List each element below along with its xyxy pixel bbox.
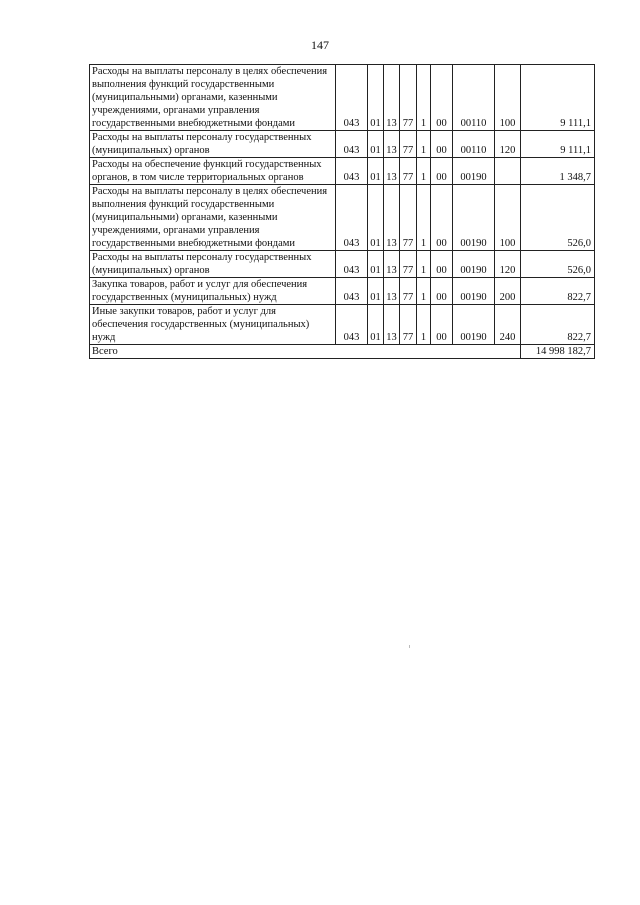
scan-speck	[409, 645, 410, 648]
row-amount: 9 111,1	[521, 131, 595, 158]
subsection-code: 13	[384, 305, 400, 345]
direction-code: 00190	[453, 185, 495, 251]
subsection-code: 13	[384, 251, 400, 278]
direction-code: 00190	[453, 158, 495, 185]
table-row	[90, 278, 595, 305]
row-description: Иные закупки товаров, работ и услуг для обеспечения государственных (муниципальных) нужд	[90, 305, 336, 345]
subprogram-code: 1	[417, 185, 431, 251]
expense-type-code: 100	[495, 65, 521, 131]
expense-type-code: 120	[495, 251, 521, 278]
total-label: Всего	[90, 345, 521, 359]
subsection-code: 13	[384, 278, 400, 305]
main-event-code: 00	[431, 305, 453, 345]
program-code: 77	[400, 251, 417, 278]
row-amount: 822,7	[521, 305, 595, 345]
section-code: 01	[368, 158, 384, 185]
ministry-code: 043	[336, 185, 368, 251]
expense-type-code	[495, 158, 521, 185]
row-description: Расходы на выплаты персоналу в целях обеспечения выполнения функций государственными (муниципальными) органами, казенными учреждениями, органами управления государственными внебюджетными фондами	[90, 185, 336, 251]
row-description: Расходы на обеспечение функций государственных органов, в том числе территориальных органов	[90, 158, 336, 185]
section-code: 01	[368, 305, 384, 345]
subprogram-code: 1	[417, 131, 431, 158]
subprogram-code: 1	[417, 305, 431, 345]
row-description: Расходы на выплаты персоналу государственных (муниципальных) органов	[90, 251, 336, 278]
subprogram-code: 1	[417, 251, 431, 278]
row-amount: 9 111,1	[521, 65, 595, 131]
ministry-code: 043	[336, 278, 368, 305]
direction-code: 00110	[453, 65, 495, 131]
ministry-code: 043	[336, 251, 368, 278]
row-description: Расходы на выплаты персоналу государственных (муниципальных) органов	[90, 131, 336, 158]
main-event-code: 00	[431, 65, 453, 131]
expense-type-code: 240	[495, 305, 521, 345]
subprogram-code: 1	[417, 278, 431, 305]
row-amount: 822,7	[521, 278, 595, 305]
subprogram-code: 1	[417, 158, 431, 185]
subsection-code: 13	[384, 65, 400, 131]
total-amount: 14 998 182,7	[521, 345, 595, 359]
ministry-code: 043	[336, 305, 368, 345]
direction-code: 00110	[453, 131, 495, 158]
main-event-code: 00	[431, 278, 453, 305]
row-amount: 1 348,7	[521, 158, 595, 185]
section-code: 01	[368, 251, 384, 278]
section-code: 01	[368, 278, 384, 305]
row-amount: 526,0	[521, 185, 595, 251]
row-description: Закупка товаров, работ и услуг для обеспечения государственных (муниципальных) нужд	[90, 278, 336, 305]
table-row	[90, 185, 595, 251]
table-body	[90, 65, 595, 345]
section-code: 01	[368, 185, 384, 251]
subsection-code: 13	[384, 158, 400, 185]
program-code: 77	[400, 278, 417, 305]
total-row	[90, 345, 595, 359]
subsection-code: 13	[384, 185, 400, 251]
program-code: 77	[400, 185, 417, 251]
row-amount: 526,0	[521, 251, 595, 278]
page-number: 147	[311, 38, 329, 52]
expense-type-code: 100	[495, 185, 521, 251]
direction-code: 00190	[453, 278, 495, 305]
ministry-code: 043	[336, 131, 368, 158]
subsection-code: 13	[384, 131, 400, 158]
ministry-code: 043	[336, 158, 368, 185]
direction-code: 00190	[453, 305, 495, 345]
ministry-code: 043	[336, 65, 368, 131]
main-event-code: 00	[431, 185, 453, 251]
program-code: 77	[400, 65, 417, 131]
program-code: 77	[400, 158, 417, 185]
program-code: 77	[400, 305, 417, 345]
budget-table	[89, 64, 595, 359]
table-row	[90, 65, 595, 131]
table-row	[90, 131, 595, 158]
main-event-code: 00	[431, 158, 453, 185]
table-row	[90, 305, 595, 345]
table-row	[90, 251, 595, 278]
expense-type-code: 120	[495, 131, 521, 158]
section-code: 01	[368, 65, 384, 131]
section-code: 01	[368, 131, 384, 158]
expense-type-code: 200	[495, 278, 521, 305]
program-code: 77	[400, 131, 417, 158]
main-event-code: 00	[431, 251, 453, 278]
table-row	[90, 158, 595, 185]
row-description: Расходы на выплаты персоналу в целях обеспечения выполнения функций государственными (муниципальными) органами, казенными учреждениями, органами управления государственными внебюджетными фондами	[90, 65, 336, 131]
subprogram-code: 1	[417, 65, 431, 131]
main-event-code: 00	[431, 131, 453, 158]
direction-code: 00190	[453, 251, 495, 278]
